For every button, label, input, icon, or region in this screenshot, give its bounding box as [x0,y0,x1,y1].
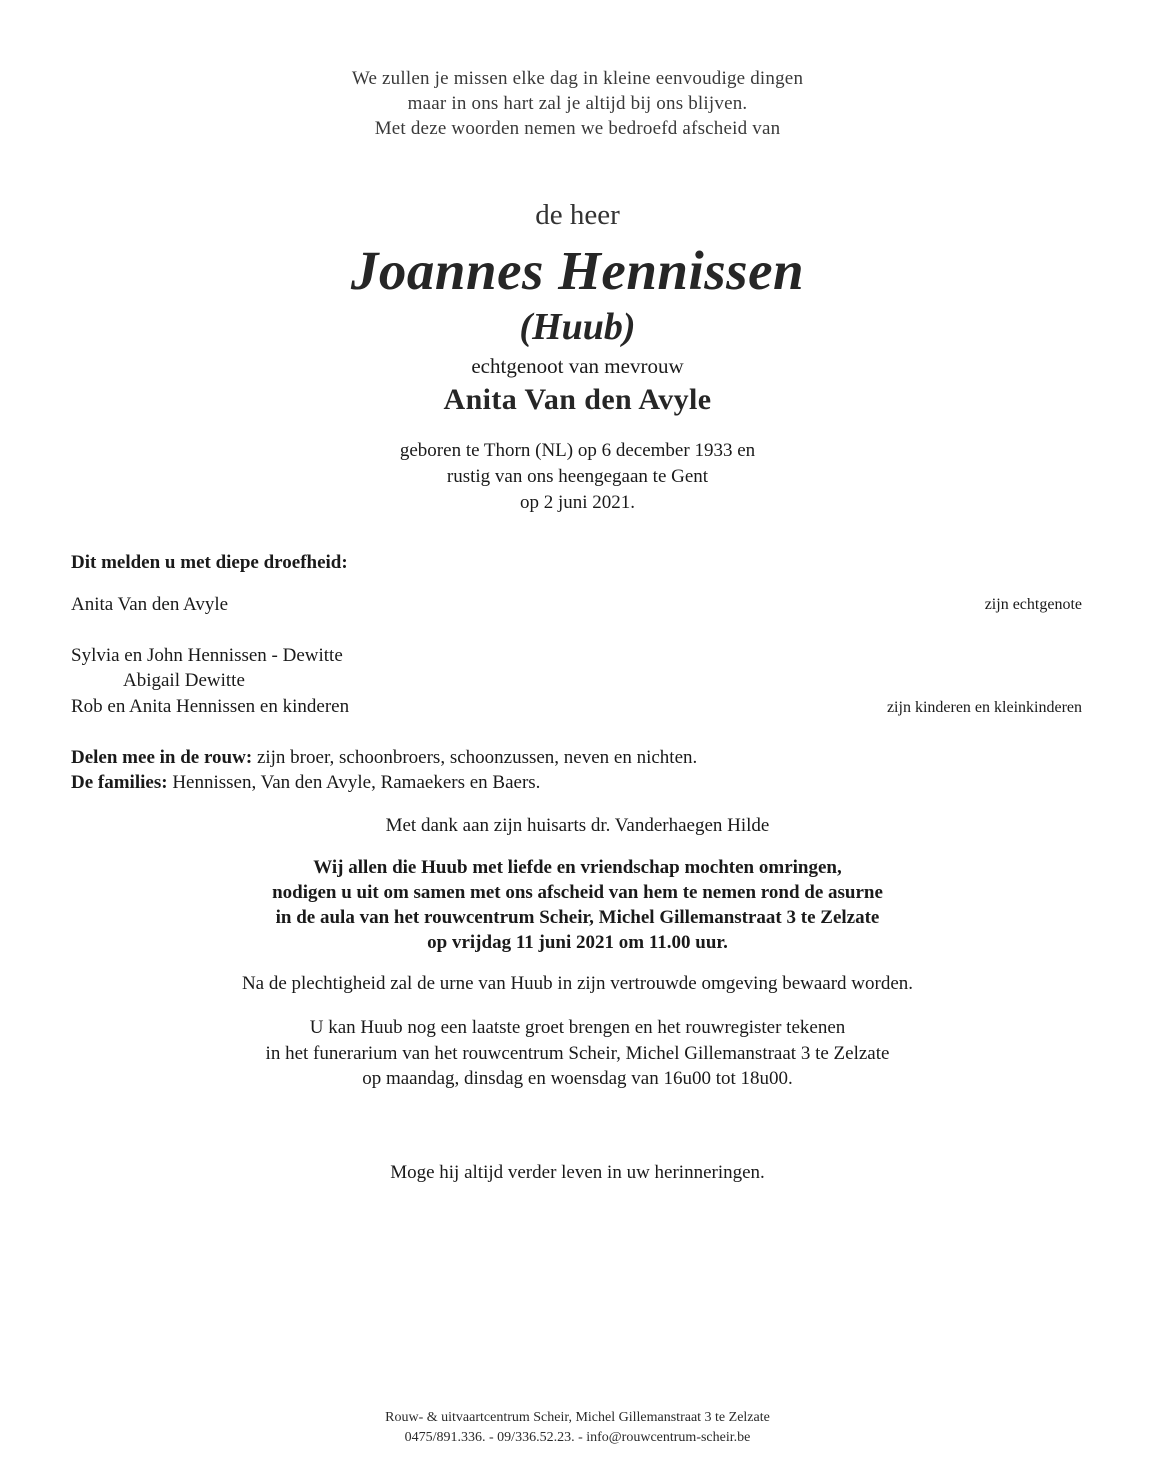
birth-line: geboren te Thorn (NL) op 6 december 1933 en [399,440,756,461]
intro-line: maar in ons hart zal je altijd bij ons blijven. [407,93,748,114]
children-relation: zijn kinderen en kleinkinderen [886,699,1082,716]
visit-line: op maandag, dinsdag en woensdag van 16u00 tot 18u00. [362,1068,793,1089]
mourner-child: Rob en Anita Hennissen en kinderen [71,696,350,717]
mourning-line [71,745,697,770]
ceremony-line: nodigen u uit om samen met ons afscheid van hem te nemen rond de asurne [272,882,883,903]
birth-line: rustig van ons heengegaan te Gent [446,466,709,487]
spouse-relation: zijn echtgenote [984,596,1082,613]
visit-line: in het funerarium van het rouwcentrum Scheir, Michel Gillemanstraat 3 te Zelzate [265,1042,890,1064]
visit-line: U kan Huub nog een laatste groet brengen en het rouwregister tekenen [309,1017,846,1038]
mourner-child: Sylvia en John Hennissen - Dewitte [71,645,343,666]
footer-phone-email: 0475/891.336. - 09/336.52.23. - info@rouwcentrum-scheir.be [404,1430,751,1445]
mourning-label: Delen mee in de rouw: [71,747,253,768]
mourner-spouse: Anita Van den Avyle [71,594,229,615]
urn-note: Na de plechtigheid zal de urne van Huub in zijn vertrouwde omgeving bewaard worden. [241,973,914,994]
footer-contact [0,1408,1155,1448]
share-in-mourning [71,745,697,795]
footer-address: Rouw- & uitvaartcentrum Scheir, Michel Gillemanstraat 3 te Zelzate [385,1410,770,1425]
announcement-heading: Dit melden u met diepe droefheid: [71,552,348,573]
ceremony-line: Wij allen die Huub met liefde en vriendschap mochten omringen, [313,857,842,878]
spouse-intro: echtgenoot van mevrouw [471,354,684,378]
ceremony-line: in de aula van het rouwcentrum Scheir, Michel Gillemanstraat 3 te Zelzate [275,907,880,928]
birth-line: op 2 juni 2021. [519,492,636,513]
spouse-name: Anita Van den Avyle [443,383,712,416]
intro-line: We zullen je missen elke dag in kleine eenvoudige dingen [351,68,804,89]
mourner-grandchild: Abigail Dewitte [123,670,245,691]
mourning-text: zijn broer, schoonbroers, schoonzussen, neven en nichten. [252,747,698,768]
families-label: De families: [71,772,168,793]
deceased-name: Joannes Hennissen [350,240,805,301]
intro-poem [0,66,1155,141]
families-text: Hennissen, Van den Avyle, Ramaekers en Baers. [167,772,541,793]
families-line [71,770,697,795]
deceased-title: de heer [535,199,620,231]
thanks-note: Met dank aan zijn huisarts dr. Vanderhaegen Hilde [385,815,770,836]
birth-death-info [0,438,1155,516]
closing-line: Moge hij altijd verder leven in uw herinneringen. [390,1162,765,1183]
ceremony-line: op vrijdag 11 juni 2021 om 11.00 uur. [427,932,728,953]
visit-info [0,1015,1155,1092]
deceased-nickname: (Huub) [519,306,636,348]
intro-line: Met deze woorden nemen we bedroefd afscheid van [374,118,781,139]
ceremony-invitation [0,855,1155,955]
